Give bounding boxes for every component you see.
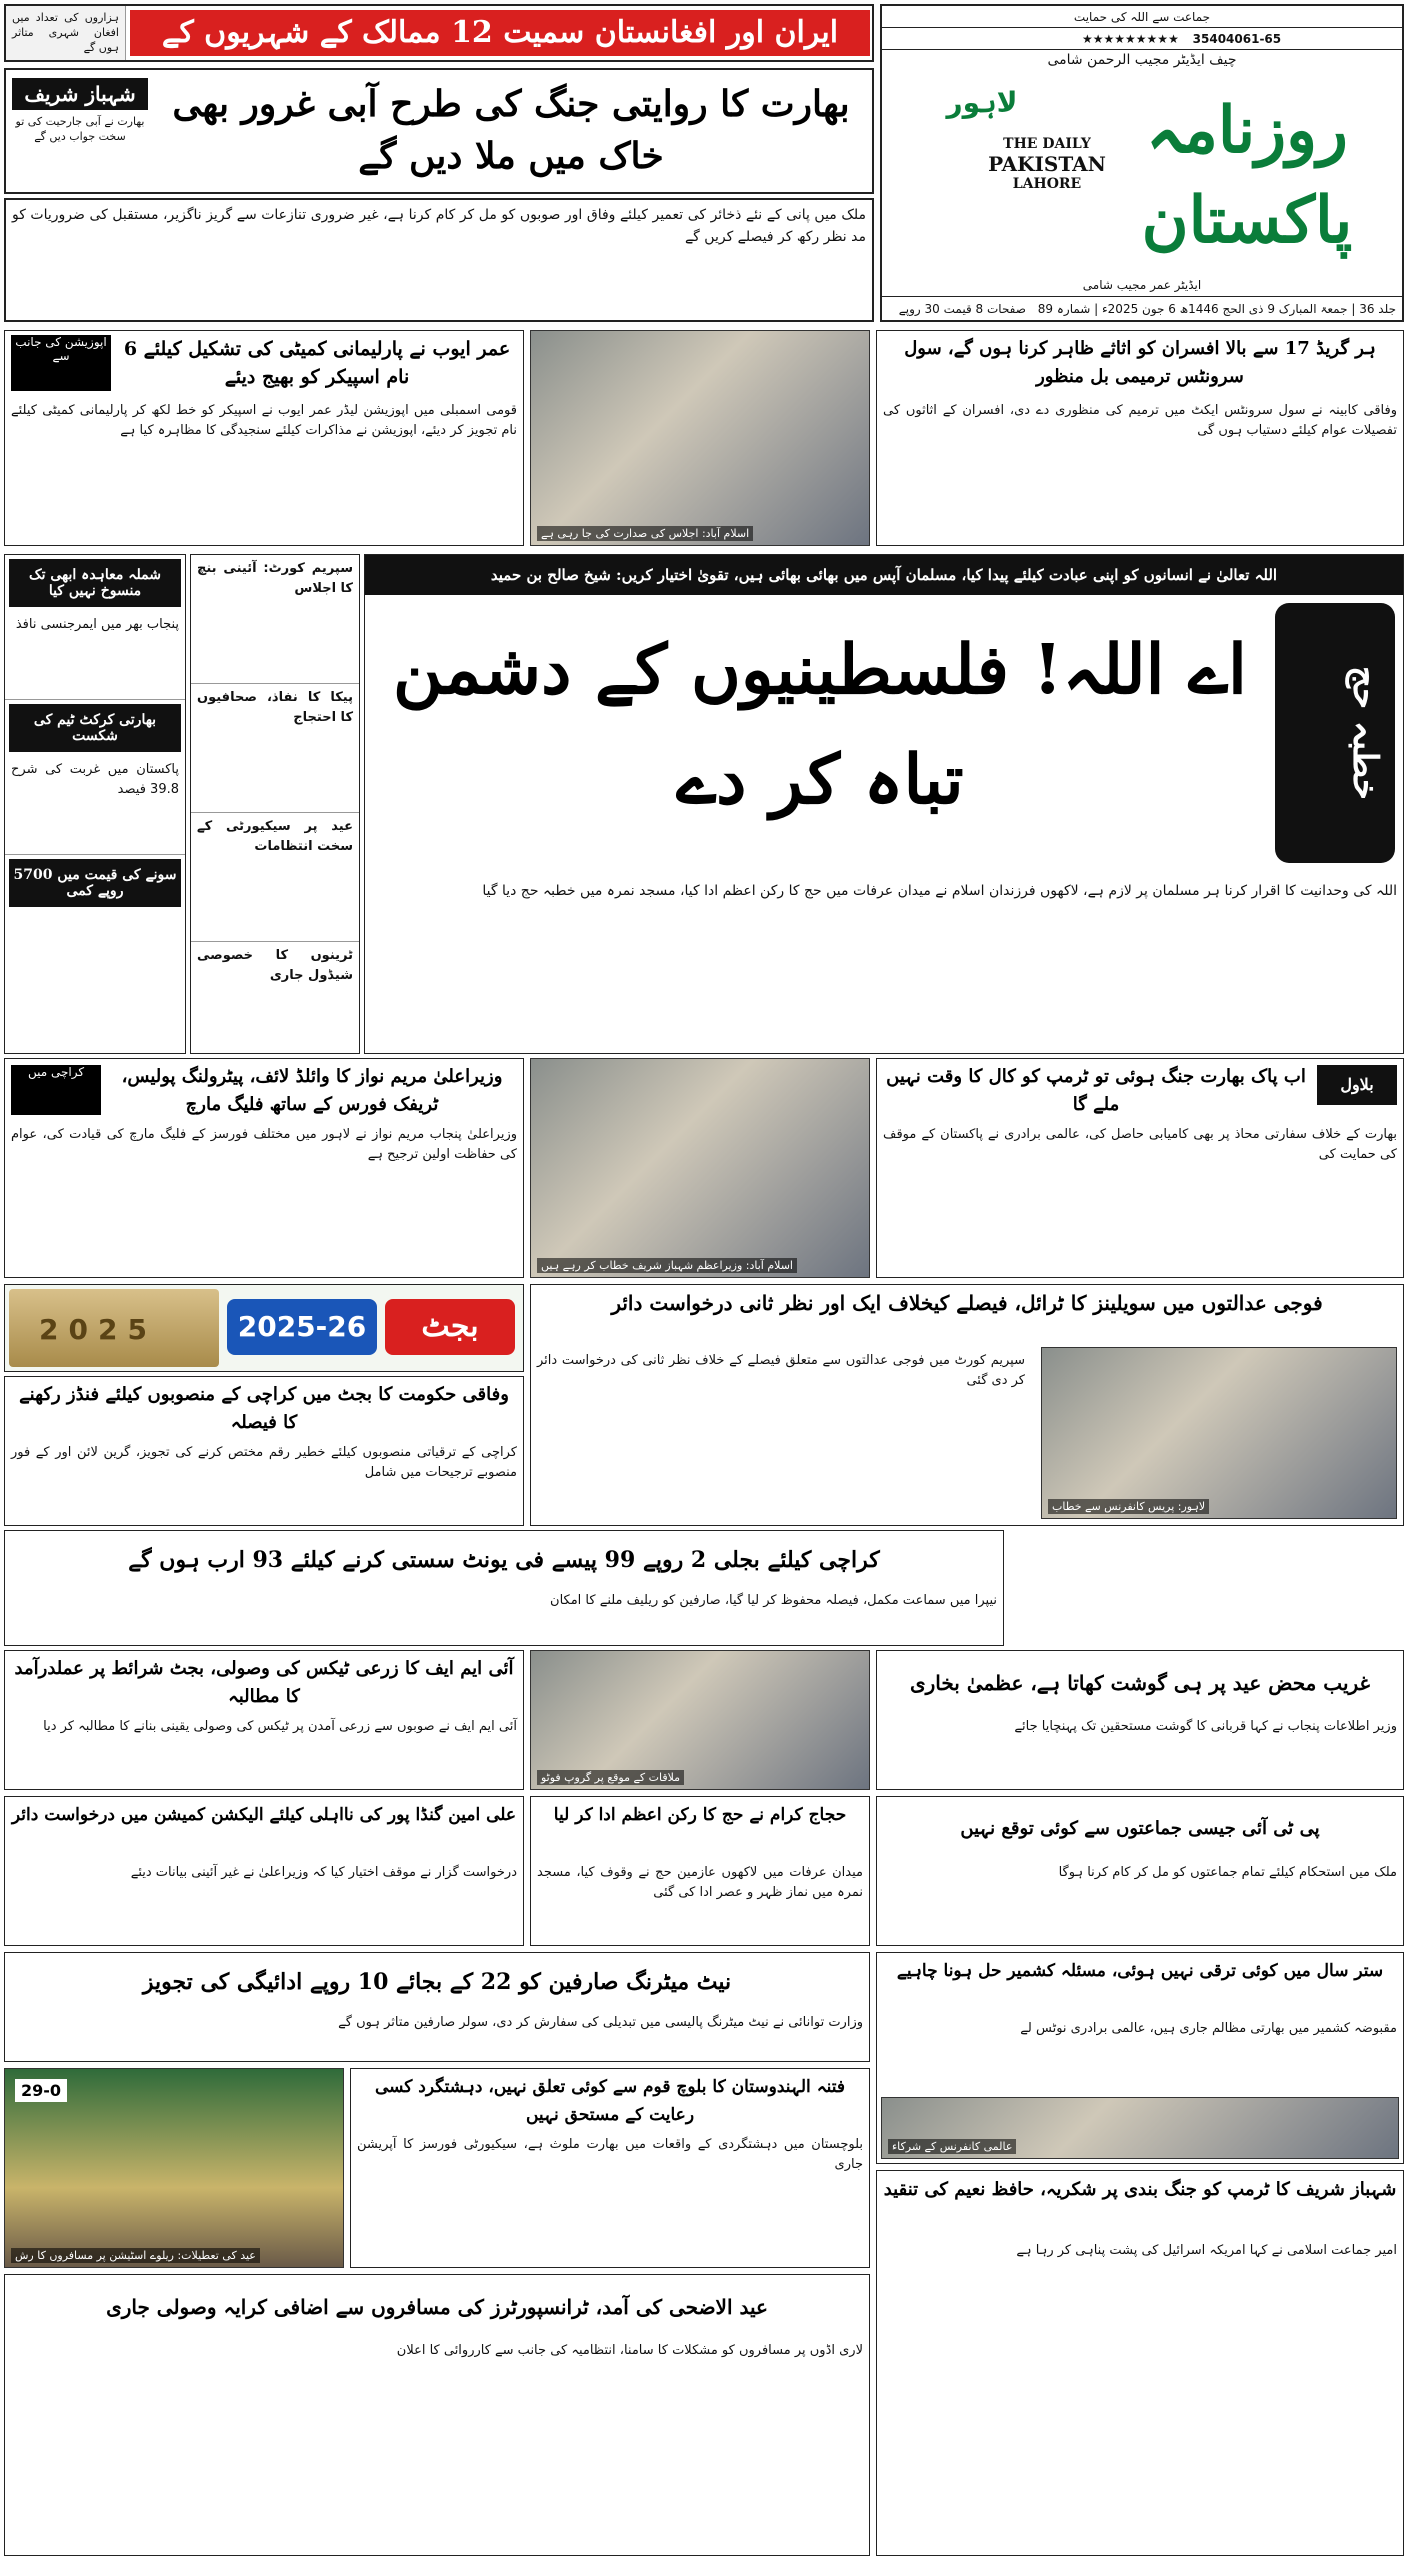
eid-fares-story <box>4 2274 870 2556</box>
conference-photo <box>881 2097 1399 2159</box>
hajj-side-4: ٹرینوں کا خصوصی شیڈول جاری <box>197 948 353 983</box>
masthead-phone: 35404061-65 <box>1192 32 1282 46</box>
eid-fares-headline: عید الاضحی کی آمد، ٹرانسپورٹرز کی مسافروں سے اضافی کرایہ وصولی جاری <box>9 2279 865 2335</box>
masthead-founder: چیف ایڈیٹر مجیب الرحمن شامی <box>1047 52 1237 68</box>
kashmir-text: مقبوضہ کشمیر میں بھارتی مظالم جاری ہیں، عالمی برادری نوٹس لے <box>1020 2021 1397 2036</box>
net-metering-text: وزارت توانائی نے نیٹ میٹرنگ پالیسی میں تبدیلی کی سفارش کر دی، سولر صارفین متاثر ہوں گے <box>338 2015 863 2030</box>
train-number: 29-0 <box>15 2079 67 2102</box>
balochistan-story <box>350 2068 870 2268</box>
second-banner-note: بھارت نے آبی جارحیت کی تو سخت جواب دیں گے <box>15 115 145 143</box>
brief-2: پنجاب بھر میں ایمرجنسی نافذ <box>5 611 185 700</box>
balochistan-text: بلوچستان میں دہشتگردی کے واقعات میں بھارت ملوث ہے، سیکیورٹی فورسز کا آپریشن جاری <box>357 2137 863 2172</box>
speaker-photo-caption: اسلام آباد: وزیراعظم شہباز شریف خطاب کر رہے ہیں <box>537 1258 797 1273</box>
meeting-photo-caption: اسلام آباد: اجلاس کی صدارت کی جا رہی ہے <box>537 526 753 541</box>
hajj-side-2: پیکا کا نفاذ، صحافیوں کا احتجاج <box>191 684 359 813</box>
second-banner <box>4 68 874 194</box>
net-metering-headline: نیٹ میٹرنگ صارفین کو 22 کے بجائے 10 روپے ادائیگی کی تجویز <box>9 1957 865 2007</box>
masthead-issue: جلد 36 | جمعۃ المبارک 9 ذی الحج 1446ھ 6 جون 2025ء | شمارہ 89 <box>1037 302 1396 316</box>
kashmir-headline: ستر سال میں کوئی ترقی نہیں ہوئی، مسئلہ کشمیر حل ہونا چاہیے <box>881 1957 1399 2013</box>
military-text: سپریم کورٹ میں فوجی عدالتوں سے متعلق فیصلے کے خلاف نظر ثانی کی درخواست دائر کر دی گئی <box>537 1353 1025 1388</box>
march-kicker: کراچی میں <box>11 1065 101 1115</box>
balochistan-headline: فتنہ الہندوستان کا بلوچ قوم سے کوئی تعلق نہیں، دہشتگرد کسی رعایت کے مستحق نہیں <box>355 2073 865 2129</box>
hajj-side <box>190 554 360 1054</box>
upper-left-kicker: اپوزیشن کی جانب سے <box>11 335 111 391</box>
march-story <box>4 1058 524 1278</box>
press-photo <box>1041 1347 1397 1519</box>
far-left-briefs <box>4 554 186 1054</box>
conference-photo-caption: عالمی کانفرنس کے شرکاء <box>888 2139 1016 2154</box>
masthead-en-1: THE DAILY <box>1003 136 1091 152</box>
budget-coin-year: 2025 <box>39 1313 157 1346</box>
eid-fares-text: لاری اڈوں پر مسافروں کو مشکلات کا سامنا، انتظامیہ کی جانب سے کارروائی کا اعلان <box>396 2343 863 2358</box>
upper-right-text: وفاقی کابینہ نے سول سرونٹس ایکٹ میں ترمیم کی منظوری دے دی، افسران کے اثاثوں کی تفصیلات عوام کیلئے دستیاب ہوں گی <box>883 403 1397 438</box>
masthead-stars: ★★★★★★★★★ <box>1082 32 1179 46</box>
hajj-text-story <box>530 1796 870 1946</box>
upper-left-text: قومی اسمبلی میں اپوزیشن لیڈر عمر ایوب نے اسپیکر کو خط لکھ کر پارلیمانی کمیٹی کیلئے نام تجویز کر دیئے، اپوزیشن نے مذاکرات کیلئے سنجیدگی کا مظاہرہ کیا ہے <box>11 403 517 438</box>
hajj-story <box>364 554 1404 1054</box>
pti-text: ملک میں استحکام کیلئے تمام جماعتوں کو مل کر کام کرنا ہوگا <box>1058 1865 1397 1880</box>
budget-year: 2025-26 <box>227 1299 377 1355</box>
lead-strip: ملک میں پانی کے نئے ذخائر کی تعمیر کیلئے وفاق اور صوبوں کو مل کر کام کرنا ہے، غیر ضروری تنازعات سے گریز ناگزیر، مستقبل کی ضروریات کو مد نظر رکھ کر فیصلے کریں گے <box>4 198 874 322</box>
top-banner-headline: ایران اور افغانستان سمیت 12 ممالک کے شہریوں کے <box>130 10 870 56</box>
leaders-photo <box>530 1650 870 1790</box>
kashmir-story <box>876 1952 1404 2164</box>
budget-coins <box>9 1289 219 1367</box>
budget-label: بجٹ <box>385 1299 515 1355</box>
poor-meat-text: وزیر اطلاعات پنجاب نے کہا قربانی کا گوشت مستحقین تک پہنچایا جائے <box>1014 1719 1397 1734</box>
top-banner-side: ہزاروں کی تعداد میں افغان شہری متاثر ہوں گے <box>12 11 119 54</box>
masthead-en-3: LAHORE <box>1012 176 1082 192</box>
masthead-en-2: PAKISTAN <box>988 152 1106 176</box>
brief-4: پاکستان میں غربت کی شرح 39.8 فیصد <box>5 756 185 855</box>
trains-photo <box>4 2068 344 2268</box>
war-speaker: بلاول <box>1317 1065 1397 1105</box>
masthead-city: لاہور <box>946 86 1018 119</box>
shahbaz-trump-story <box>876 2170 1404 2556</box>
march-text: وزیراعلیٰ پنجاب مریم نواز نے لاہور میں مختلف فورسز کے فلیگ مارچ کی قیادت کی، عوام کی حفاظت اولین ترجیح ہے <box>11 1127 517 1162</box>
hajj-text: اللہ کی وحدانیت کا اقرار کرنا ہر مسلمان پر لازم ہے، لاکھوں فرزندان اسلام نے میدان عرفات میں حج کا رکن اعظم ادا کیا، مسجد نمرہ میں خطبہ حج دیا گیا <box>482 883 1397 899</box>
upper-left-headline: عمر ایوب نے پارلیمانی کمیٹی کی تشکیل کیلئے 6 نام اسپیکر کو بھیج دیئے <box>115 335 519 395</box>
masthead-slogan: جماعت سے اللہ کی حمایت <box>882 6 1402 28</box>
leaders-photo-caption: ملاقات کے موقع پر گروپ فوٹو <box>537 1770 684 1785</box>
war-headline: اب پاک بھارت جنگ ہوئی تو ٹرمپ کو کال کا وقت نہیں ملے گا <box>881 1063 1311 1119</box>
poor-meat-headline: غریب محض عید پر ہی گوشت کھاتا ہے، عظمیٰ بخاری <box>881 1655 1399 1711</box>
meeting-photo <box>530 330 870 546</box>
shahbaz-trump-headline: شہباز شریف کا ٹرمپ کو جنگ بندی پر شکریہ، حافظ نعیم کی تنقید <box>881 2175 1399 2235</box>
military-headline: فوجی عدالتوں میں سویلینز کا ٹرائل، فیصلے کیخلاف ایک اور نظر ثانی درخواست دائر <box>535 1289 1399 1345</box>
imf-story <box>4 1650 524 1790</box>
masthead-logo <box>902 76 1382 276</box>
imf-headline: آئی ایم ایف کا زرعی ٹیکس کی وصولی، بجٹ شرائط پر عملدرآمد کا مطالبہ <box>9 1655 519 1711</box>
net-metering-story <box>4 1952 870 2062</box>
hajj-kicker: خطبہ حج <box>1275 603 1395 863</box>
election-text: درخواست گزار نے موقف اختیار کیا کہ وزیراعلیٰ نے غیر آئینی بیانات دیئے <box>130 1865 517 1880</box>
upper-right-headline: ہر گریڈ 17 سے بالا افسران کو اثاثے ظاہر کرنا ہوں گے، سول سرونٹس ترمیمی بل منظور <box>881 335 1399 395</box>
hajj-strip: اللہ تعالیٰ نے انسانوں کو اپنی عبادت کیلئے پیدا کیا، مسلمان آپس میں بھائی بھائی ہیں، تقویٰ اختیار کریں: شیخ صالح بن حمید <box>365 555 1403 595</box>
budget-box <box>4 1284 524 1372</box>
masthead-urdu-title: روزنامہ پاکستان <box>1141 93 1353 258</box>
hajj-side-1: سپریم کورٹ: آئینی بنچ کا اجلاس <box>191 555 359 684</box>
trains-photo-caption: عید کی تعطیلات: ریلوے اسٹیشن پر مسافروں کا رش <box>11 2248 260 2263</box>
masthead-price: صفحات 8 قیمت 30 روپے <box>898 302 1026 316</box>
second-banner-headline: بھارت کا روایتی جنگ کی طرح آبی غرور بھی خاک میں ملا دیں گے <box>156 78 866 184</box>
march-headline: وزیراعلیٰ مریم نواز کا وائلڈ لائف، پیٹرولنگ پولیس، ٹریفک فورس کے ساتھ فلیگ مارچ <box>105 1063 519 1119</box>
electricity-headline: کراچی کیلئے بجلی 2 روپے 99 پیسے فی یونٹ سستی کرنے کیلئے 93 ارب ہوں گے <box>9 1535 999 1585</box>
speaker-photo <box>530 1058 870 1278</box>
election-story <box>4 1796 524 1946</box>
budget-story <box>4 1376 524 1526</box>
election-headline: علی امین گنڈا پور کی نااہلی کیلئے الیکشن کمیشن میں درخواست دائر <box>9 1801 519 1857</box>
poor-meat-story <box>876 1650 1404 1790</box>
budget-headline: وفاقی حکومت کا بجٹ میں کراچی کے منصوبوں کیلئے فنڈز رکھنے کا فیصلہ <box>9 1381 519 1437</box>
hajj-text-body: میدان عرفات میں لاکھوں عازمین حج نے وقوف کیا، مسجد نمرہ میں نماز ظہر و عصر ادا کی گئی <box>537 1865 863 1900</box>
hajj-side-3: عید پر سیکیورٹی کے سخت انتظامات <box>191 813 359 942</box>
imf-text: آئی ایم ایف نے صوبوں سے زرعی آمدن پر ٹیکس کی وصولی یقینی بنانے کا مطالبہ کر دیا <box>43 1719 517 1734</box>
upper-left-story <box>4 330 524 546</box>
war-story <box>876 1058 1404 1278</box>
hajj-text-headline: حجاج کرام نے حج کا رکن اعظم ادا کر لیا <box>535 1801 865 1857</box>
brief-3: بھارتی کرکٹ ٹیم کی شکست <box>9 704 181 752</box>
electricity-story <box>4 1530 1004 1646</box>
upper-right-story <box>876 330 1404 546</box>
masthead <box>880 4 1404 322</box>
military-story <box>530 1284 1404 1526</box>
brief-5: سونے کی قیمت میں 5700 روپے کمی <box>9 859 181 907</box>
electricity-text: نیپرا میں سماعت مکمل، فیصلہ محفوظ کر لیا گیا، صارفین کو ریلیف ملنے کا امکان <box>550 1593 997 1608</box>
brief-1: شملہ معاہدہ ابھی تک منسوخ نہیں کیا <box>9 559 181 607</box>
second-banner-speaker: شہباز شریف <box>12 78 148 110</box>
hajj-headline: اے اللہ! فلسطینیوں کے دشمن تباہ کر دے <box>375 615 1265 855</box>
pti-story <box>876 1796 1404 1946</box>
top-banner <box>4 4 874 62</box>
shahbaz-trump-text: امیر جماعت اسلامی نے کہا امریکہ اسرائیل کی پشت پناہی کر رہا ہے <box>1016 2243 1397 2258</box>
press-photo-caption: لاہور: پریس کانفرنس سے خطاب <box>1048 1499 1209 1514</box>
pti-headline: پی ٹی آئی جیسی جماعتوں سے کوئی توقع نہیں <box>881 1801 1399 1857</box>
war-text: بھارت کے خلاف سفارتی محاذ پر بھی کامیابی حاصل کی، عالمی برادری نے پاکستان کے موقف کی حمایت کی <box>883 1127 1397 1162</box>
masthead-editor: ایڈیٹر عمر مجیب شامی <box>1082 278 1202 292</box>
budget-text: کراچی کے ترقیاتی منصوبوں کیلئے خطیر رقم مختص کرنے کی تجویز، گرین لائن اور کے فور منصوبے ترجیحات میں شامل <box>11 1445 517 1480</box>
